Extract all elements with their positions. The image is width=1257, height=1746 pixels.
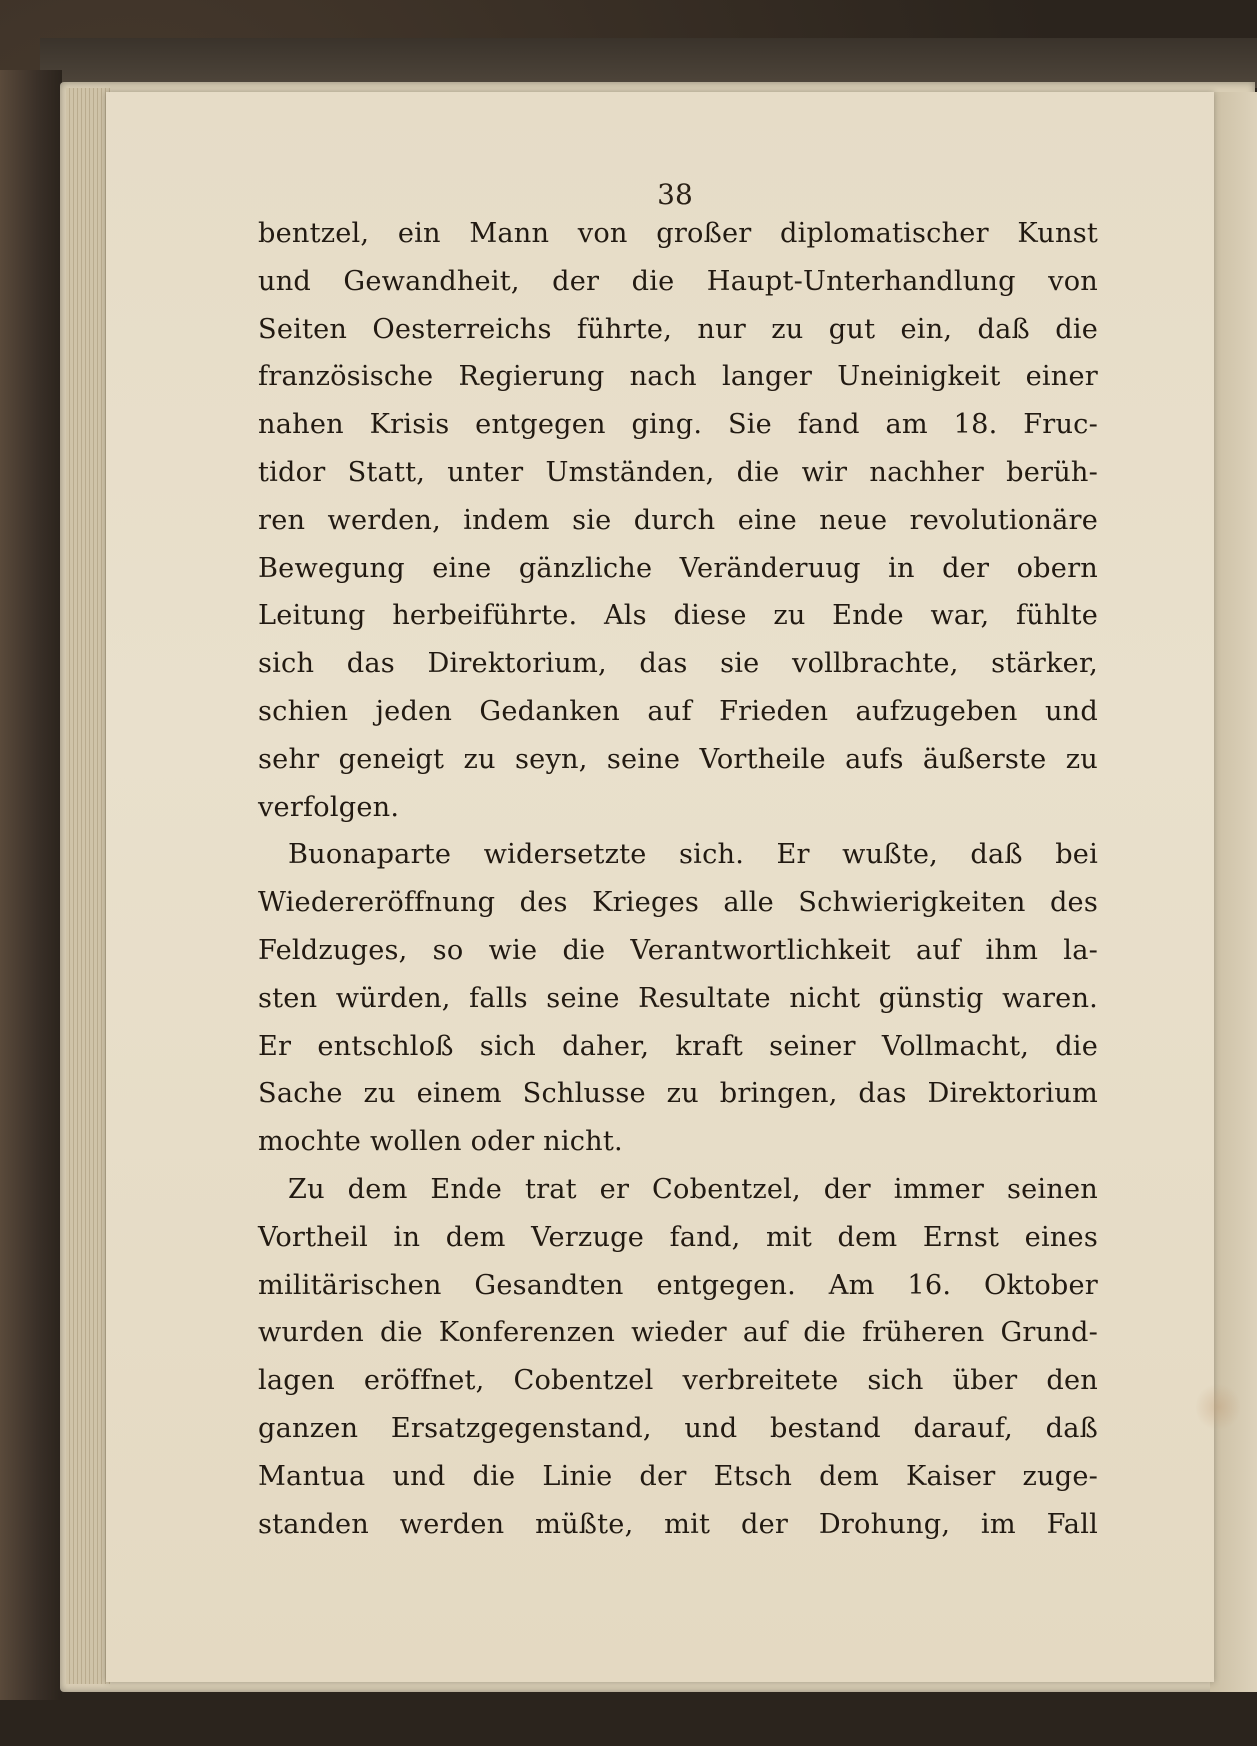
text-line: sehr geneigt zu seyn, seine Vortheile aufs äußerste zu [258, 743, 1098, 775]
text-line: bentzel, ein Mann von großer diplomatischer Kunst [258, 218, 1098, 249]
text-line: mochte wollen oder nicht. [258, 1126, 623, 1158]
text-line: Feldzuges, so wie die Verantwortlichkeit auf ihm la- [258, 934, 1098, 966]
text-line: standen werden müßte, mit der Drohung, im Fall [258, 1508, 1098, 1540]
paragraph-start-line: Zu dem Ende trat er Cobentzel, der immer seinen [288, 1173, 1098, 1205]
text-line: sich das Direktorium, das sie vollbrachte, stärker, [258, 648, 1098, 680]
text-line: wurden die Konferenzen wieder auf die früheren Grund- [258, 1317, 1098, 1349]
text-line: Wiedereröffnung des Krieges alle Schwierigkeiten des [258, 887, 1098, 919]
text-line: Vortheil in dem Verzuge fand, mit dem Ernst eines [258, 1221, 1098, 1253]
text-line: ganzen Ersatzgegenstand, und bestand darauf, daß [258, 1412, 1098, 1444]
text-line: französische Regierung nach langer Uneinigkeit einer [258, 361, 1098, 393]
text-line: Mantua und die Linie der Etsch dem Kaiser zuge- [258, 1460, 1098, 1492]
text-line: Bewegung eine gänzliche Veränderuug in der obern [258, 552, 1098, 584]
paper-stain [1196, 1382, 1240, 1432]
cover-top-strip [40, 38, 1257, 88]
text-line: ren werden, indem sie durch eine neue revolutionäre [258, 504, 1098, 536]
text-line: nahen Krisis entgegen ging. Sie fand am 18. Fruc- [258, 409, 1098, 441]
body-text [258, 210, 1098, 1548]
page-edges [66, 88, 110, 1684]
text-line: Leitung herbeiführte. Als diese zu Ende war, fühlte [258, 600, 1098, 632]
cover-left-edge [0, 70, 62, 1700]
text-line: Sache zu einem Schlusse zu bringen, das Direktorium [258, 1078, 1098, 1110]
paragraph-start-line: Buonaparte widersetzte sich. Er wußte, daß bei [288, 839, 1098, 871]
text-line: Er entschloß sich daher, kraft seiner Vollmacht, die [258, 1030, 1098, 1062]
text-line: tidor Statt, unter Umständen, die wir nachher berüh- [258, 456, 1098, 488]
text-line: sten würden, falls seine Resultate nicht günstig waren. [258, 982, 1098, 1014]
text-line: schien jeden Gedanken auf Frieden aufzugeben und [258, 695, 1098, 727]
adjacent-page-edge [1210, 92, 1257, 1692]
text-line: lagen eröffnet, Cobentzel verbreitete sich über den [258, 1365, 1098, 1397]
page-number: 38 [657, 178, 693, 211]
text-line: und Gewandheit, der die Haupt-Unterhandlung von [258, 265, 1098, 297]
text-line: militärischen Gesandten entgegen. Am 16. Oktober [258, 1269, 1098, 1301]
text-line: Seiten Oesterreichs führte, nur zu gut ein, daß die [258, 313, 1098, 345]
text-line: verfolgen. [258, 791, 400, 823]
